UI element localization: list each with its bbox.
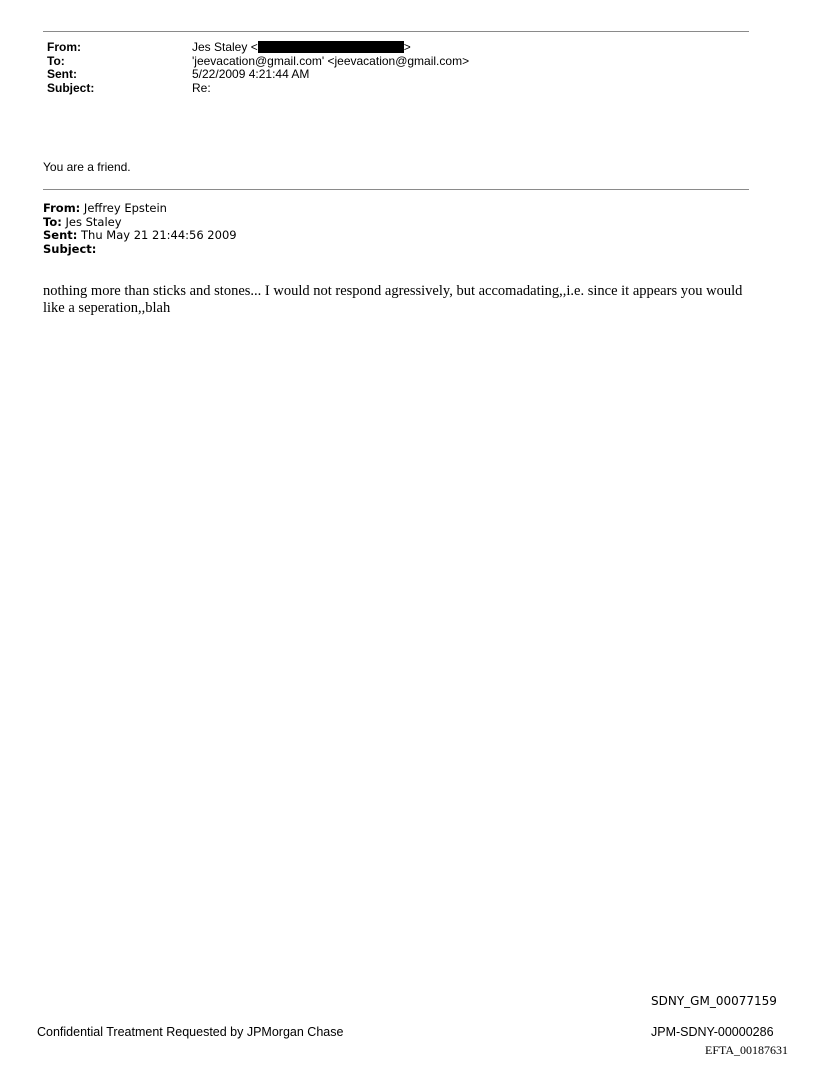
inner-from-label: From: xyxy=(43,201,81,215)
inner-subject-label: Subject: xyxy=(43,241,97,256)
inner-subject-row xyxy=(43,243,237,257)
bates-efta: EFTA_00187631 xyxy=(705,1043,789,1057)
inner-to-value: Jes Staley xyxy=(61,214,122,229)
to-row xyxy=(47,54,469,68)
from-close: > xyxy=(403,40,411,54)
sent-row xyxy=(47,67,469,81)
to-value: 'jeevacation@gmail.com' <jeevacation@gmail.com> xyxy=(192,53,470,68)
subject-row xyxy=(47,81,469,95)
from-name: Jes Staley < xyxy=(192,40,258,54)
top-divider xyxy=(43,31,749,32)
from-value xyxy=(192,40,411,54)
inner-sent-value: Thu May 21 21:44:56 2009 xyxy=(77,228,237,243)
inner-from-value: Jeffrey Epstein xyxy=(80,201,167,215)
message-body: nothing more than sticks and stones... I would not respond agressively, but accomadating,,i.e. since it appears you would like a seperation,,blah xyxy=(43,283,743,316)
inner-sent-row xyxy=(43,229,237,243)
redaction-block xyxy=(258,41,404,53)
inner-from-row xyxy=(43,202,237,216)
reply-text: You are a friend. xyxy=(43,160,131,174)
inner-sent-label: Sent: xyxy=(43,228,78,243)
confidential-notice: Confidential Treatment Requested by JPMorgan Chase xyxy=(37,1025,344,1039)
reply-divider xyxy=(43,189,749,190)
bates-sdny: SDNY_GM_00077159 xyxy=(651,994,777,1008)
subject-value: Re: xyxy=(192,80,211,95)
sent-value: 5/22/2009 4:21:44 AM xyxy=(192,67,310,81)
bates-jpm: JPM-SDNY-00000286 xyxy=(651,1025,774,1039)
inner-to-label: To: xyxy=(43,214,62,229)
inner-to-row xyxy=(43,216,237,230)
from-row xyxy=(47,40,469,54)
subject-label: Subject: xyxy=(47,80,95,95)
sent-label: Sent: xyxy=(47,67,77,81)
to-label: To: xyxy=(47,53,65,68)
outer-email-header xyxy=(47,40,469,94)
inner-email-header xyxy=(43,202,237,256)
from-label: From: xyxy=(47,40,81,54)
